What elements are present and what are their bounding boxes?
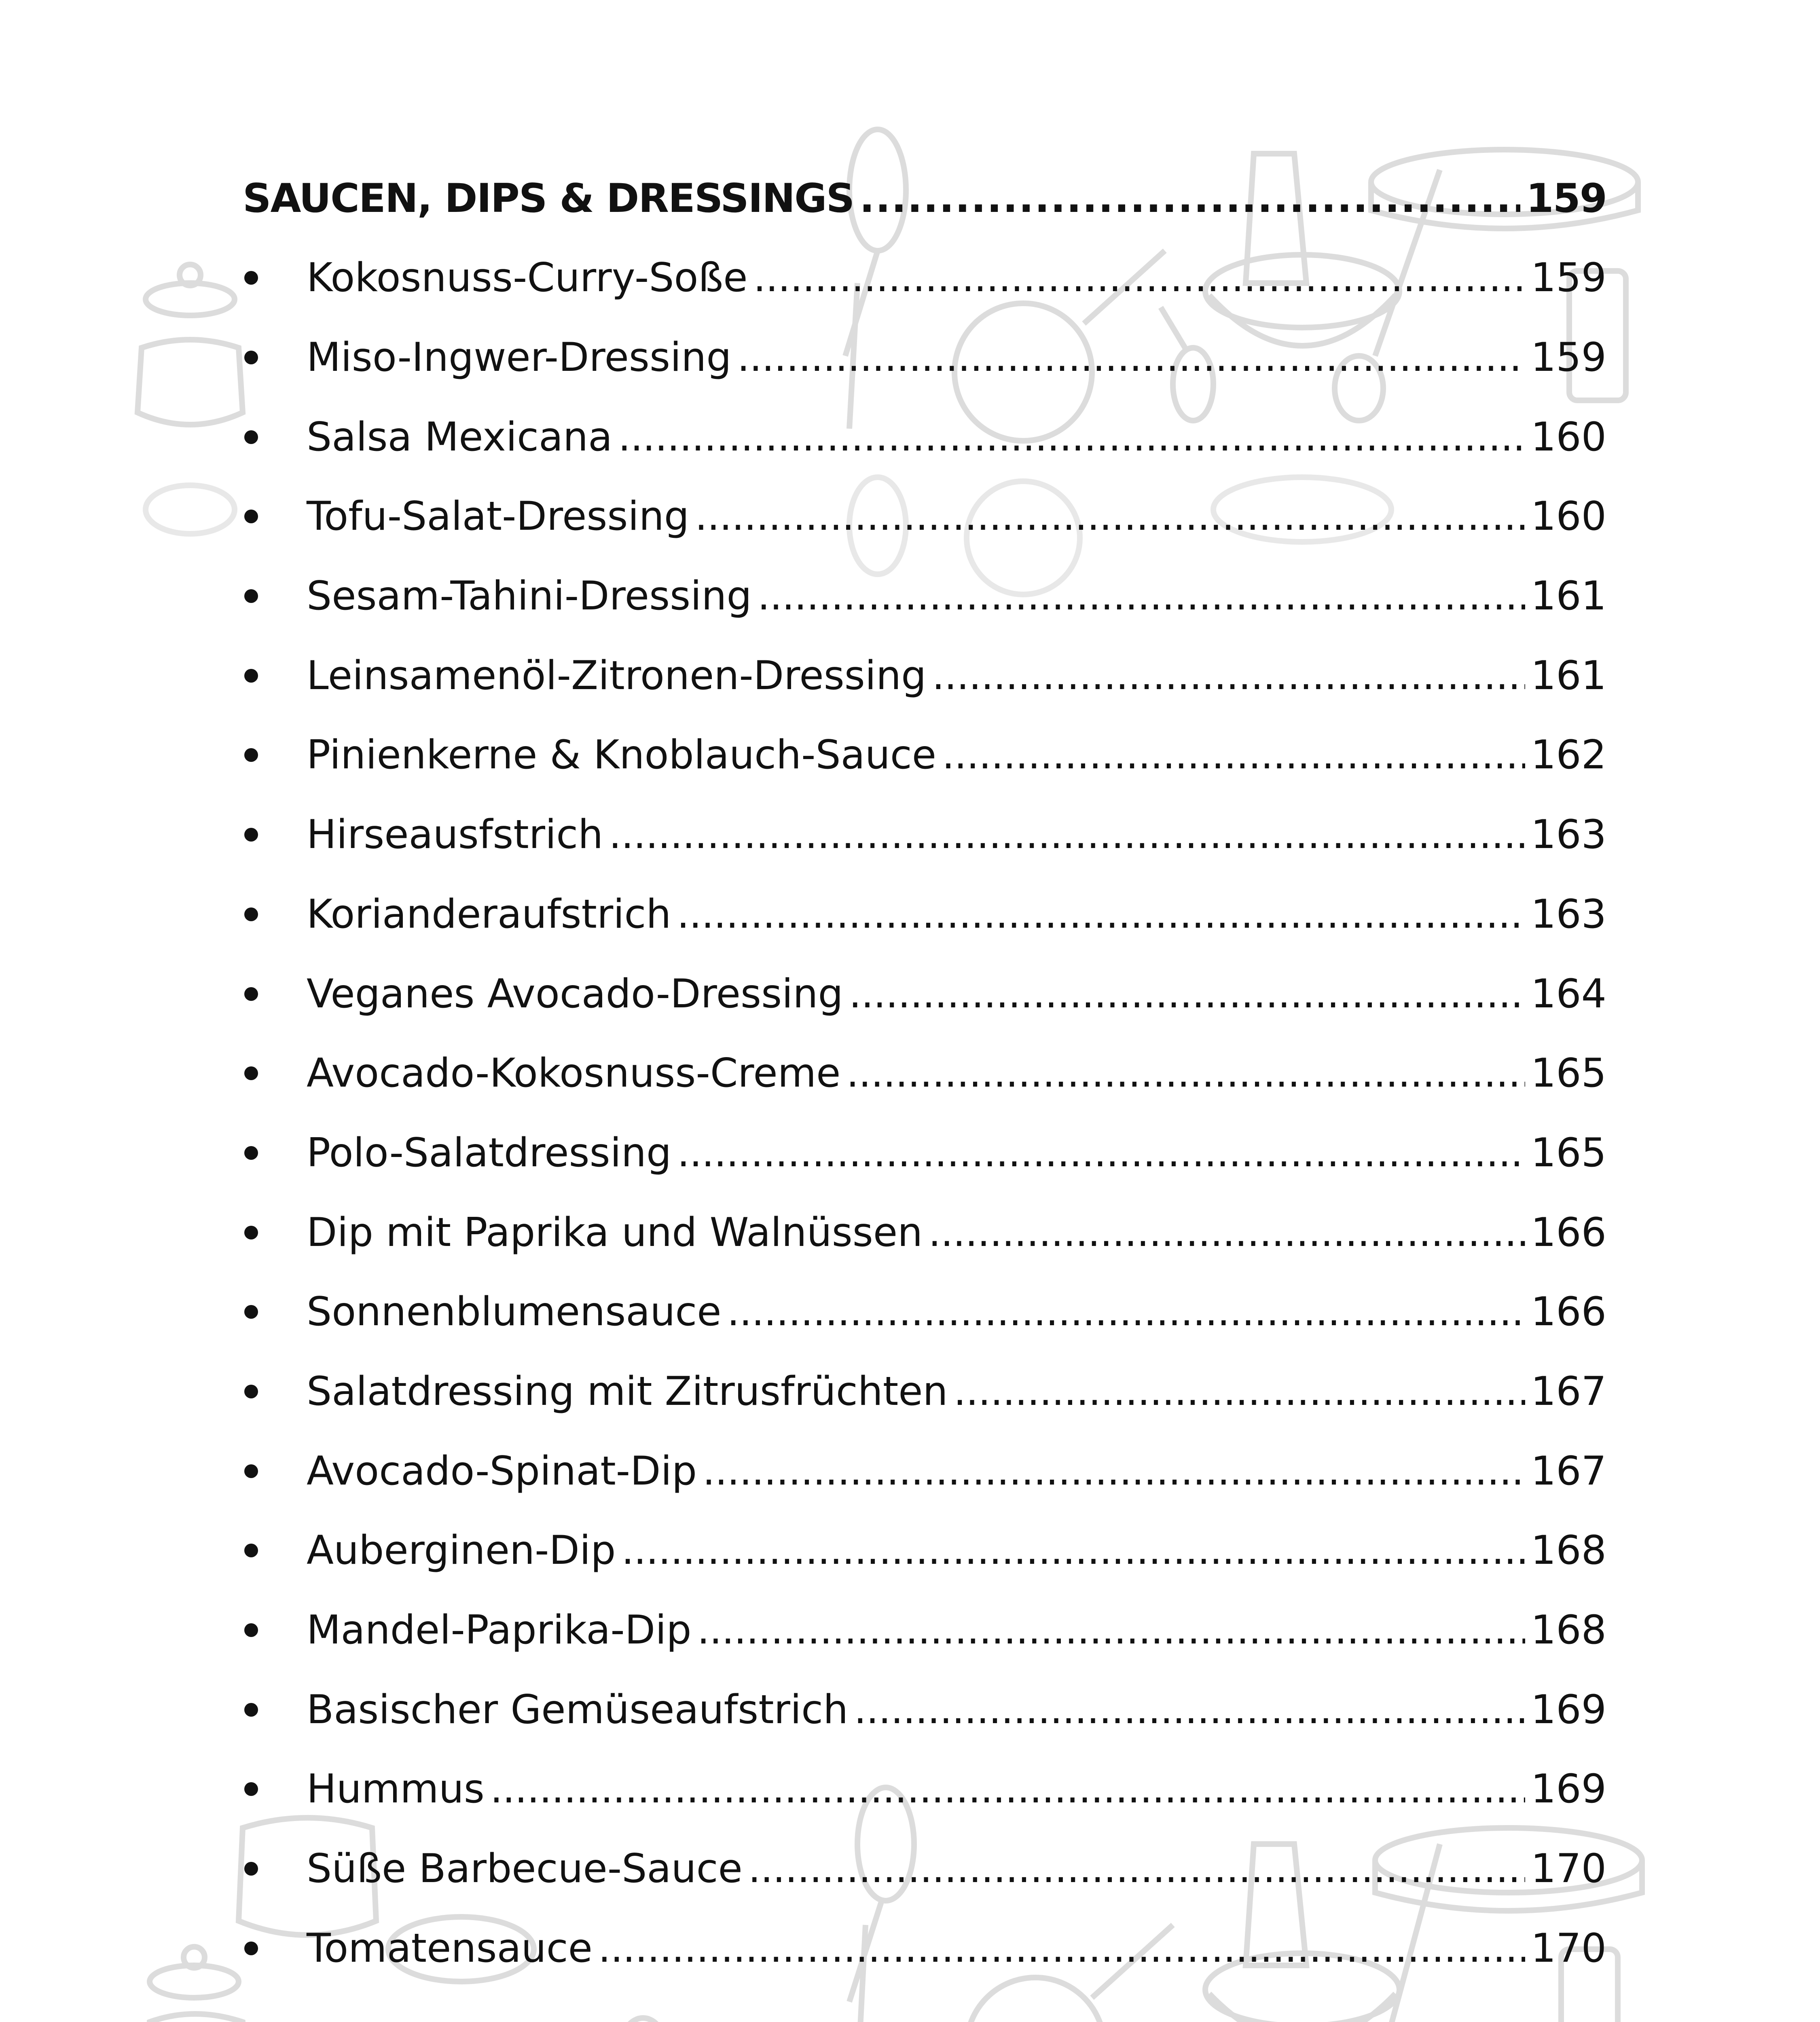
dot-leader [609, 812, 1525, 858]
bullet-icon [244, 510, 258, 523]
toc-section-heading[interactable] [243, 159, 1606, 238]
dot-leader [849, 971, 1525, 1017]
entry-page-number: 167 [1530, 1368, 1606, 1415]
entry-page-number: 170 [1530, 1925, 1606, 1971]
toc-entry[interactable] [243, 1829, 1606, 1909]
entry-page-number: 163 [1530, 891, 1606, 937]
toc-entry[interactable] [243, 1193, 1606, 1272]
toc-entry[interactable] [243, 1034, 1606, 1113]
dot-leader [846, 1050, 1525, 1096]
dot-leader [753, 255, 1525, 301]
bullet-icon [244, 430, 258, 444]
bullet-icon [244, 589, 258, 603]
toc-entry[interactable] [243, 715, 1606, 795]
entry-title: Hirseausfstrich [307, 812, 603, 858]
entry-title: Basischer Gemüseaufstrich [307, 1686, 849, 1733]
bullet-icon [244, 1942, 258, 1955]
entry-page-number: 166 [1530, 1289, 1606, 1335]
entry-page-number: 168 [1530, 1527, 1606, 1574]
entry-page-number: 160 [1530, 493, 1606, 540]
entry-title: Tofu-Salat-Dressing [307, 493, 690, 540]
bullet-icon [244, 1385, 258, 1398]
entry-page-number: 159 [1530, 334, 1606, 381]
entry-page-number: 161 [1530, 573, 1606, 620]
entry-page-number: 169 [1530, 1766, 1606, 1813]
bullet-icon [244, 1226, 258, 1239]
section-title: SAUCEN, DIPS & DRESSINGS [243, 175, 854, 222]
entry-title: Avocado-Kokosnuss-Creme [307, 1050, 841, 1097]
bullet-icon [244, 669, 258, 683]
toc-entry[interactable] [243, 397, 1606, 477]
bullet-icon [244, 1544, 258, 1557]
dot-leader [727, 1289, 1525, 1335]
entry-page-number: 159 [1530, 255, 1606, 301]
entry-page-number: 170 [1530, 1846, 1606, 1892]
entry-title: Tomatensauce [307, 1925, 593, 1971]
bullet-icon [244, 828, 258, 842]
toc-entry[interactable] [243, 318, 1606, 398]
pot-icon [138, 264, 243, 425]
toc-entry[interactable] [243, 1749, 1606, 1829]
bullet-icon [244, 748, 258, 762]
toc-entry[interactable] [243, 1591, 1606, 1670]
entry-page-number: 168 [1530, 1607, 1606, 1654]
toc-entry[interactable] [243, 1272, 1606, 1352]
toc-entry[interactable] [243, 1511, 1606, 1591]
entry-page-number: 166 [1530, 1209, 1606, 1256]
entry-page-number: 169 [1530, 1686, 1606, 1733]
entry-page-number: 161 [1530, 652, 1606, 699]
toc-entry[interactable] [243, 477, 1606, 556]
entry-page-number: 160 [1530, 414, 1606, 460]
entry-page-number: 165 [1530, 1050, 1606, 1097]
toc-entry[interactable] [243, 1113, 1606, 1193]
entry-title: Avocado-Spinat-Dip [307, 1448, 697, 1494]
entry-title: Hummus [307, 1766, 485, 1813]
entry-page-number: 163 [1530, 812, 1606, 858]
dot-leader [598, 1925, 1525, 1971]
entry-title: Sonnenblumensauce [307, 1289, 722, 1335]
bullet-icon [244, 1305, 258, 1319]
entry-title: Süße Barbecue-Sauce [307, 1846, 743, 1892]
dot-leader [703, 1448, 1525, 1494]
section-page-number: 159 [1526, 175, 1606, 222]
entry-title: Veganes Avocado-Dressing [307, 971, 843, 1017]
dot-leader [697, 1607, 1525, 1653]
entry-title: Salatdressing mit Zitrusfrüchten [307, 1368, 948, 1415]
toc-entry[interactable] [243, 1431, 1606, 1511]
dot-leader [490, 1766, 1525, 1812]
dot-leader [932, 653, 1525, 699]
toc-entry-list [243, 238, 1606, 1988]
bullet-icon [244, 1623, 258, 1637]
bullet-icon [244, 1703, 258, 1717]
entry-title: Kokosnuss-Curry-Soße [307, 255, 748, 301]
bullet-icon [244, 907, 258, 921]
dot-leader [677, 891, 1525, 937]
dot-leader [695, 493, 1525, 539]
dot-leader [954, 1368, 1525, 1415]
entry-title: Korianderaufstrich [307, 891, 671, 937]
bullet-icon [244, 271, 258, 285]
dot-leader [748, 1846, 1525, 1892]
bullet-icon [244, 1862, 258, 1876]
dot-leader [677, 1130, 1525, 1176]
bullet-icon [244, 351, 258, 364]
entry-title: Miso-Ingwer-Dressing [307, 334, 732, 381]
dot-leader [854, 1687, 1525, 1733]
entry-title: Polo-Salatdressing [307, 1129, 672, 1176]
entry-title: Mandel-Paprika-Dip [307, 1607, 692, 1654]
bullet-icon [244, 987, 258, 1001]
toc-entry[interactable] [243, 875, 1606, 954]
dot-leader [942, 732, 1525, 778]
toc-entry[interactable] [243, 556, 1606, 636]
entry-title: Dip mit Paprika und Walnüssen [307, 1209, 923, 1256]
entry-title: Leinsamenöl-Zitronen-Dressing [307, 652, 927, 699]
dot-leader [758, 573, 1525, 619]
dot-leader [859, 176, 1520, 222]
entry-page-number: 162 [1530, 732, 1606, 778]
bullet-icon [244, 1066, 258, 1080]
entry-title: Auberginen-Dip [307, 1527, 616, 1574]
toc-entry[interactable] [243, 1670, 1606, 1749]
entry-title: Salsa Mexicana [307, 414, 613, 460]
table-of-contents [243, 159, 1606, 1988]
bullet-icon [244, 1464, 258, 1478]
dot-leader [737, 334, 1525, 381]
dot-leader [618, 414, 1525, 460]
dot-leader [928, 1210, 1525, 1256]
toc-entry[interactable] [243, 636, 1606, 715]
bullet-icon [244, 1146, 258, 1160]
entry-page-number: 167 [1530, 1448, 1606, 1494]
toc-entry[interactable] [243, 1352, 1606, 1432]
toc-entry[interactable] [243, 954, 1606, 1034]
entry-title: Pinienkerne & Knoblauch-Sauce [307, 732, 936, 778]
dot-leader [621, 1527, 1525, 1574]
toc-entry[interactable] [243, 238, 1606, 318]
bullet-icon [244, 1782, 258, 1796]
toc-entry[interactable] [243, 795, 1606, 875]
toc-entry[interactable] [243, 1908, 1606, 1988]
entry-title: Sesam-Tahini-Dressing [307, 573, 752, 620]
entry-page-number: 164 [1530, 971, 1606, 1017]
entry-page-number: 165 [1530, 1129, 1606, 1176]
